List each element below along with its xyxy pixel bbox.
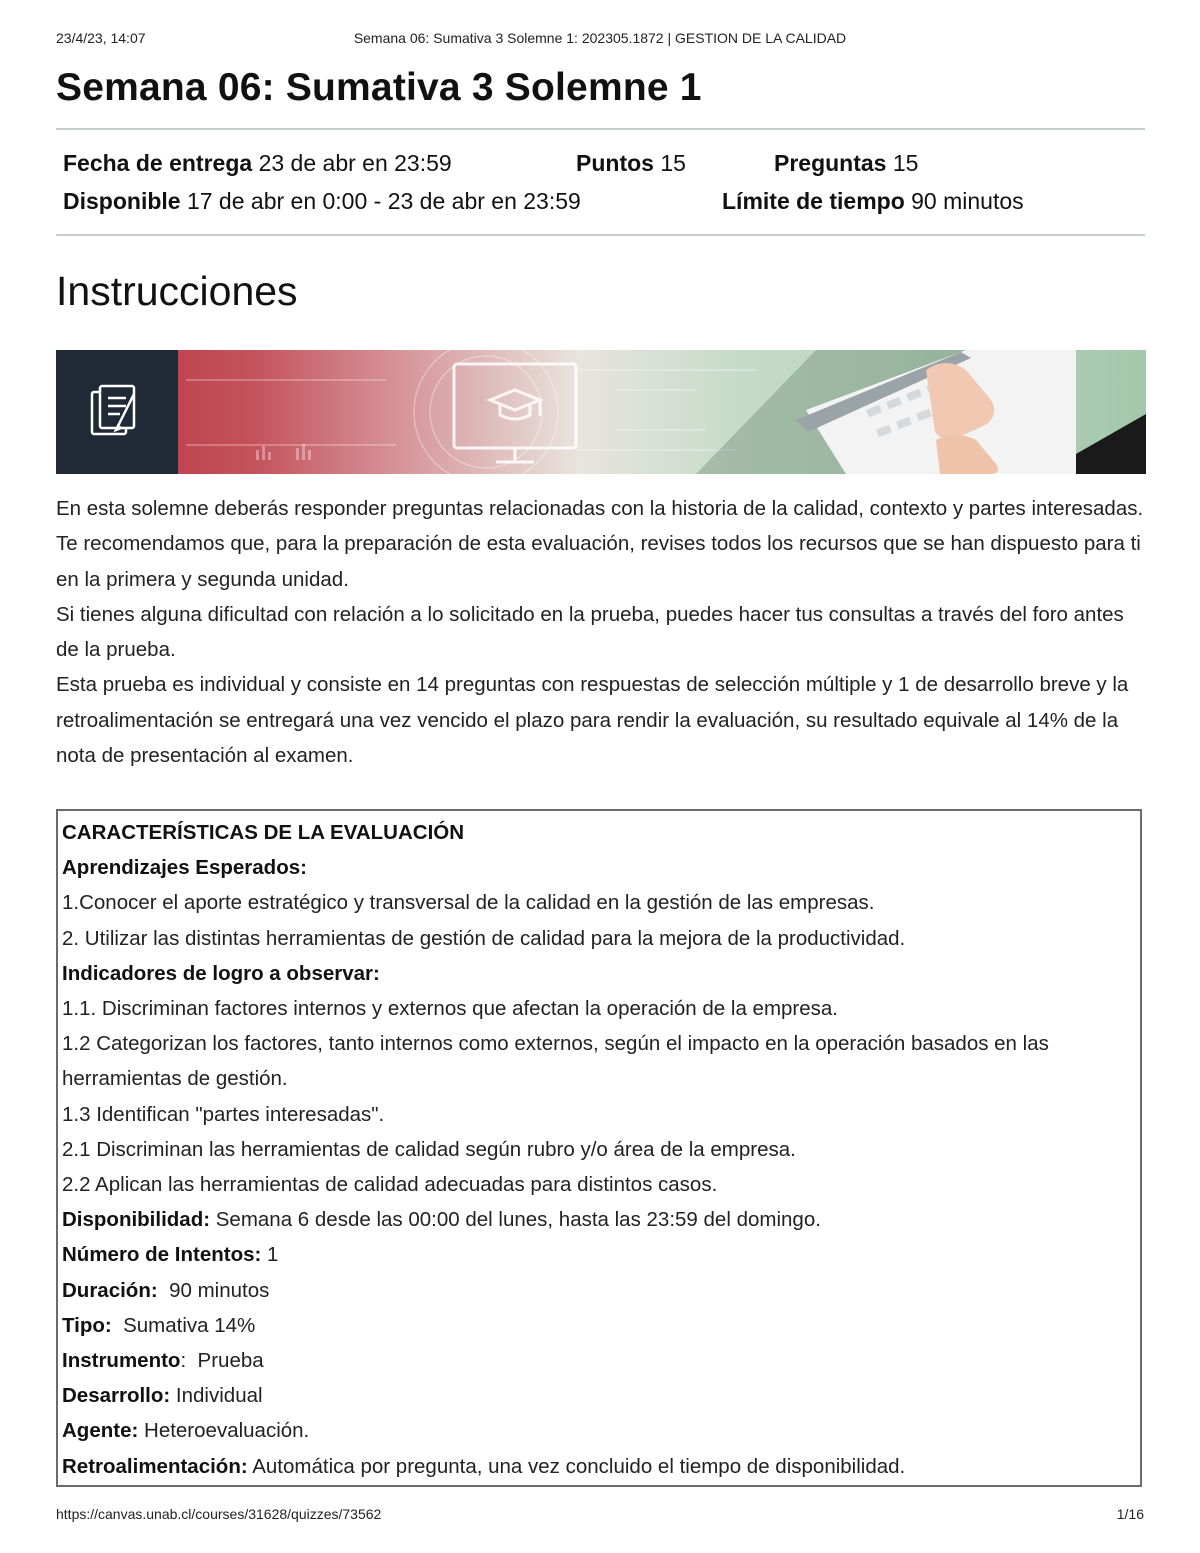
print-header xyxy=(56,30,1144,50)
available-value: 17 de abr en 0:00 - 23 de abr en 23:59 xyxy=(186,188,581,214)
questions-value: 15 xyxy=(892,150,919,176)
field-value: 1 xyxy=(261,1243,279,1267)
field-label: Tipo: xyxy=(62,1313,112,1337)
field-feedback xyxy=(62,1449,1136,1484)
indicators-heading: Indicadores de logro a observar: xyxy=(62,961,380,985)
indicator-item: 2.1 Discriminan las herramientas de calidad según rubro y/o área de la empresa. xyxy=(62,1137,796,1161)
due-date xyxy=(63,150,452,177)
intro-paragraph: Si tienes alguna dificultad con relación a lo solicitado en la prueba, puedes hacer tus consultas a través del foro antes de la prueba. xyxy=(56,602,1124,662)
characteristics-heading: CARACTERÍSTICAS DE LA EVALUACIÓN xyxy=(62,821,465,844)
learning-item: 1.Conocer el aporte estratégico y transversal de la calidad en la gestión de las empresas. xyxy=(62,891,875,915)
time-limit-label: Límite de tiempo xyxy=(722,188,905,214)
field-value: 90 minutos xyxy=(157,1278,270,1302)
field-value: Semana 6 desde las 00:00 del lunes, hasta las 23:59 del domingo. xyxy=(210,1208,821,1232)
field-label: Disponibilidad: xyxy=(62,1208,211,1232)
banner-image xyxy=(56,350,1146,474)
intro-paragraph: En esta solemne deberás responder preguntas relacionadas con la historia de la calidad, contexto y partes interesadas. xyxy=(56,497,1144,520)
learning-heading: Aprendizajes Esperados: xyxy=(62,856,307,880)
field-label: Instrumento xyxy=(62,1349,181,1373)
field-value: Heteroevaluación. xyxy=(138,1419,310,1443)
indicator-item: 2.2 Aplican las herramientas de calidad adecuadas para distintos casos. xyxy=(62,1173,718,1197)
field-value: Individual xyxy=(170,1384,263,1408)
field-value: : Prueba xyxy=(180,1349,264,1373)
field-label: Desarrollo: xyxy=(62,1384,171,1408)
intro-paragraph: Esta prueba es individual y consiste en 14 preguntas con respuestas de selección múltiple y 1 de desarrollo breve y la retroalimentación se entregará una vez vencido el plazo para rendir la evaluación, su resultado equivale al 14% de la nota de presentación al examen. xyxy=(56,673,1129,768)
field-value: Automática por pregunta, una vez concluido el tiempo de disponibilidad. xyxy=(247,1454,906,1478)
page-number: 1/16 xyxy=(1116,1506,1144,1522)
field-label: Número de Intentos: xyxy=(62,1243,262,1267)
field-label: Duración: xyxy=(62,1278,158,1302)
divider xyxy=(56,128,1145,130)
points xyxy=(576,150,686,177)
indicator-item: 1.1. Discriminan factores internos y externos que afectan la operación de la empresa. xyxy=(62,997,838,1021)
due-label: Fecha de entrega xyxy=(63,150,253,176)
available-label: Disponible xyxy=(63,188,181,214)
field-value: Sumativa 14% xyxy=(111,1313,256,1337)
time-limit-value: 90 minutos xyxy=(911,188,1024,214)
learning-item: 2. Utilizar las distintas herramientas de gestión de calidad para la mejora de la productividad. xyxy=(62,926,906,950)
divider xyxy=(56,234,1145,236)
print-datetime: 23/4/23, 14:07 xyxy=(56,30,146,46)
intro-text xyxy=(56,491,1146,773)
instructions-heading: Instrucciones xyxy=(56,268,298,314)
field-agent xyxy=(62,1413,1136,1448)
intro-paragraph: Te recomendamos que, para la preparación de esta evaluación, revises todos los recursos que se han dispuesto para ti en la primera y segunda unidad. xyxy=(56,532,1141,591)
points-value: 15 xyxy=(660,150,686,176)
questions xyxy=(774,150,918,177)
field-label: Retroalimentación: xyxy=(62,1454,248,1478)
print-title: Semana 06: Sumativa 3 Solemne 1: 202305.1872 | GESTION DE LA CALIDAD xyxy=(353,30,847,46)
points-label: Puntos xyxy=(576,150,654,176)
questions-label: Preguntas xyxy=(774,150,887,176)
available xyxy=(63,188,581,215)
field-attempts xyxy=(62,1237,1136,1272)
field-type xyxy=(62,1308,1136,1343)
print-footer xyxy=(56,1506,1144,1526)
field-duration xyxy=(62,1273,1136,1308)
due-value: 23 de abr en 23:59 xyxy=(258,150,452,176)
page-url: https://canvas.unab.cl/courses/31628/quizzes/73562 xyxy=(56,1506,382,1522)
characteristics-table xyxy=(56,809,1142,1487)
indicator-item: 1.3 Identifican "partes interesadas". xyxy=(62,1102,385,1126)
page-title: Semana 06: Sumativa 3 Solemne 1 xyxy=(56,66,702,109)
field-development xyxy=(62,1378,1136,1413)
indicator-item: 1.2 Categorizan los factores, tanto internos como externos, según el impacto en la operación basados en las herramientas de gestión. xyxy=(62,1032,1049,1091)
field-availability xyxy=(62,1202,1136,1237)
field-instrument xyxy=(62,1343,1136,1378)
field-label: Agente: xyxy=(62,1419,139,1443)
time-limit xyxy=(722,188,1024,215)
